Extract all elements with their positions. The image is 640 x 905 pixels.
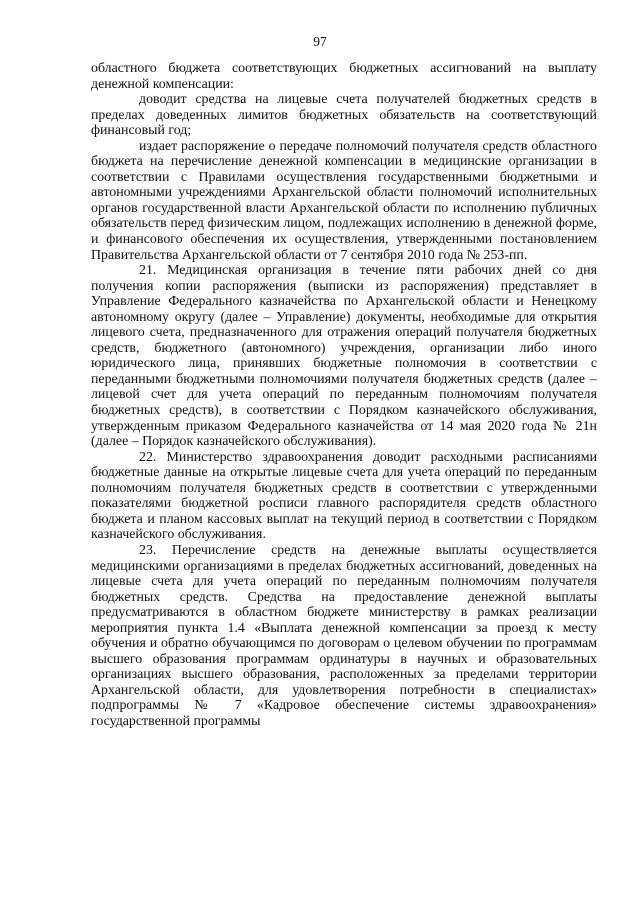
paragraph-item-23: 23. Перечисление средств на денежные выплаты осуществляется медицинскими организациями в пределах бюджетных ассигнований, доведенных на лицевые счета для учета операций по переданным полномочиям получателя бюджетных средств. Средства на предоставление денежной выплаты предусматриваются в областном бюджете министерству в рамках реализации мероприятия пункта 1.4 «Выплата денежной компенсации за проезд к месту обучения и обратно обучающимся по договорам о целевом обучении по программам высшего образования программам ординатуры в научных и образовательных организациях высшего образования, расположенных за пределами территории Архангельской области, для удовлетворения потребности в специалистах» подпрограммы № 7 «Кадровое обеспечение системы здравоохранения» государственной программы — [91, 542, 597, 729]
paragraph-transfer-order: издает распоряжение о передаче полномочий получателя средств областного бюджета на перечисление денежной компенсации в медицинские организации в соответствии с Правилами осуществления государственными бюджетными и автономными учреждениями Архангельской области полномочий исполнительных органов государственной власти Архангельской области по исполнению публичных обязательств перед физическим лицом, подлежащих исполнению в денежной форме, и финансового обеспечения их осуществления, утвержденными постановлением Правительства Архангельской области от 7 сентября 2010 года № 253-пп. — [91, 138, 597, 263]
paragraph-budget-funds: доводит средства на лицевые счета получателей бюджетных средств в пределах доведенных лимитов бюджетных обязательств на соответствующий финансовый год; — [91, 92, 597, 139]
page-number: 97 — [313, 34, 327, 49]
body-text — [91, 61, 597, 730]
paragraph-item-21: 21. Медицинская организация в течение пяти рабочих дней со дня получения копии распоряжения (выписки из распоряжения) представляет в Управление Федерального казначейства по Архангельской области и Ненецкому автономному округу (далее – Управление) документы, необходимые для открытия лицевого счета, предназначенного для отражения операций получателя бюджетных средств, бюджетного (автономного) учреждения, организации либо иного юридического лица, принявших бюджетные полномочия в соответствии с переданными бюджетными полномочиями получателя бюджетных средств (далее – лицевой счет для учета операций по переданным полномочиям получателя бюджетных средств), в соответствии с Порядком казначейского обслуживания, утвержденным приказом Федерального казначейства от 14 мая 2020 года № 21н (далее – Порядок казначейского обслуживания). — [91, 263, 597, 450]
paragraph-continuation: областного бюджета соответствующих бюджетных ассигнований на выплату денежной компенсации: — [91, 61, 597, 92]
paragraph-item-22: 22. Министерство здравоохранения доводит расходными расписаниями бюджетные данные на открытые лицевые счета для учета операций по переданным полномочиям получателя бюджетных средств в соответствии с утвержденными показателями бюджетной росписи главного распорядителя средств областного бюджета и планом кассовых выплат на текущий период в соответствии с Порядком казначейского обслуживания. — [91, 449, 597, 543]
